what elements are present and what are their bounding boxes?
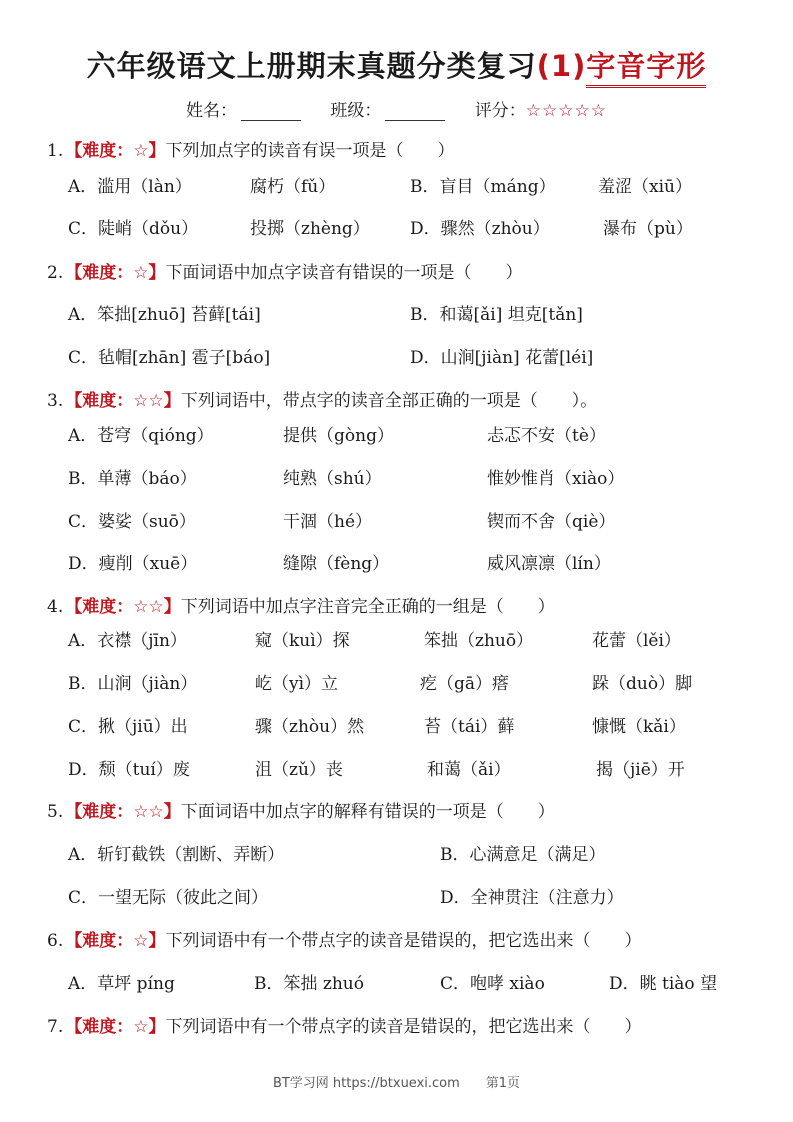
option-text: C．咆哮 xiào <box>440 974 545 994</box>
option-text: 缝隙（fèng） <box>283 554 390 574</box>
difficulty-tag: 【难度：☆】 <box>65 931 166 951</box>
question-text: 下面词语中加点字的解释有错误的一项是（ ） <box>180 802 555 822</box>
option-text: A．草坪 píng <box>68 974 175 994</box>
title-topic: 字音字形 <box>586 49 706 88</box>
option-text: 屹（yì）立 <box>255 674 339 694</box>
option-text: C．一望无际（彼此之间） <box>68 888 269 908</box>
option-text: D．瘦削（xuē） <box>68 554 198 574</box>
question-number: 1. <box>47 141 64 161</box>
page-footer: BT学习网 https://btxuexi.com 第1页 <box>272 1076 521 1091</box>
option-text: A．苍穹（qióng） <box>68 426 214 446</box>
question-number: 5. <box>47 802 64 822</box>
option-text: D．骤然（zhòu） <box>410 219 550 239</box>
option-text: B．和蔼[ǎi] 坦克[tǎn] <box>410 305 583 325</box>
name-blank[interactable] <box>241 102 301 121</box>
option-text: 纯熟（shú） <box>283 469 382 489</box>
option-text: 威风凛凛（lín） <box>487 554 611 574</box>
option-text: 羞涩（xiū） <box>598 177 692 197</box>
question-text: 下列词语中，带点字的读音全部正确的一项是（ ）。 <box>180 391 598 411</box>
student-info-line <box>0 96 793 121</box>
option-text: 投掷（zhèng） <box>250 219 370 239</box>
difficulty-tag: 【难度：☆☆】 <box>65 802 181 822</box>
option-text: A．笨拙[zhuō] 苔藓[tái] <box>68 305 261 325</box>
title-number: (1) <box>536 49 587 83</box>
option-text: C．毡帽[zhān] 雹子[báo] <box>68 348 271 368</box>
class-label: 班级： <box>330 101 382 121</box>
option-text: 腐朽（fǔ） <box>250 177 336 197</box>
title-main: 六年级语文上册期末真题分类复习 <box>86 49 537 83</box>
option-text: 和蔼（ǎi） <box>427 760 511 780</box>
option-text: C．陡峭（dǒu） <box>68 219 199 239</box>
option-text: B．心满意足（满足） <box>440 845 606 865</box>
option-text: 慷慨（kǎi） <box>592 717 686 737</box>
option-text: 骤（zhòu）然 <box>255 717 365 737</box>
question-3 <box>47 386 597 411</box>
class-blank[interactable] <box>385 102 445 121</box>
question-text: 下列词语中加点字注音完全正确的一组是（ ） <box>180 597 555 617</box>
question-text: 下列词语中有一个带点字的读音是错误的，把它选出来（ ） <box>165 931 642 951</box>
option-text: B．单薄（báo） <box>68 469 197 489</box>
option-text: 惟妙惟肖（xiào） <box>487 469 625 489</box>
question-2 <box>47 258 522 283</box>
option-text: 苔（tái）藓 <box>424 717 515 737</box>
question-1 <box>47 136 454 161</box>
option-text: 沮（zǔ）丧 <box>255 760 343 780</box>
question-7 <box>47 1012 641 1037</box>
question-text: 下列加点字的读音有误一项是（ ） <box>165 141 455 161</box>
option-text: D．山涧[jiàn] 花蕾[léi] <box>410 348 594 368</box>
question-4 <box>47 592 555 617</box>
option-text: 花蕾（lěi） <box>592 631 681 651</box>
option-text: 瀑布（pù） <box>603 219 693 239</box>
page-title <box>0 44 793 85</box>
question-number: 6. <box>47 931 64 951</box>
difficulty-tag: 【难度：☆】 <box>65 263 166 283</box>
option-text: B．笨拙 zhuó <box>254 974 364 994</box>
option-text: C．婆娑（suō） <box>68 512 196 532</box>
option-text: 笨拙（zhuō） <box>424 631 534 651</box>
option-text: 窥（kuì）探 <box>255 631 350 651</box>
option-text: A．斩钉截铁（割断、弄断） <box>68 845 285 865</box>
option-text: A．衣襟（jīn） <box>68 631 187 651</box>
option-text: B．山涧（jiàn） <box>68 674 198 694</box>
option-text: D．颓（tuí）废 <box>68 760 190 780</box>
question-number: 3. <box>47 391 64 411</box>
question-text: 下面词语中加点字读音有错误的一项是（ ） <box>165 263 523 283</box>
option-text: D．全神贯注（注意力） <box>440 888 624 908</box>
option-text: 揭（jiē）开 <box>596 760 685 780</box>
option-text: 锲而不舍（qiè） <box>487 512 616 532</box>
question-number: 7. <box>47 1017 64 1037</box>
option-text: A．滥用（làn） <box>68 177 192 197</box>
option-text: B．盲目（máng） <box>410 177 556 197</box>
score-label: 评分： <box>474 101 526 121</box>
difficulty-tag: 【难度：☆】 <box>65 141 166 161</box>
option-text: C．揪（jiū）出 <box>68 717 188 737</box>
question-text: 下列词语中有一个带点字的读音是错误的，把它选出来（ ） <box>165 1017 642 1037</box>
option-text: 疙（gā）瘩 <box>420 674 510 694</box>
question-5 <box>47 797 555 822</box>
option-text: 提供（gòng） <box>283 426 394 446</box>
option-text: 忐忑不安（tè） <box>487 426 606 446</box>
question-number: 2. <box>47 263 64 283</box>
option-text: 干涸（hé） <box>283 512 373 532</box>
score-stars: ☆☆☆☆☆ <box>525 101 607 121</box>
difficulty-tag: 【难度：☆☆】 <box>65 597 181 617</box>
difficulty-tag: 【难度：☆☆】 <box>65 391 181 411</box>
question-number: 4. <box>47 597 64 617</box>
option-text: D．眺 tiào 望 <box>609 974 718 994</box>
difficulty-tag: 【难度：☆】 <box>65 1017 166 1037</box>
option-text: 跺（duò）脚 <box>592 674 693 694</box>
question-6 <box>47 926 641 951</box>
name-label: 姓名： <box>185 101 237 121</box>
